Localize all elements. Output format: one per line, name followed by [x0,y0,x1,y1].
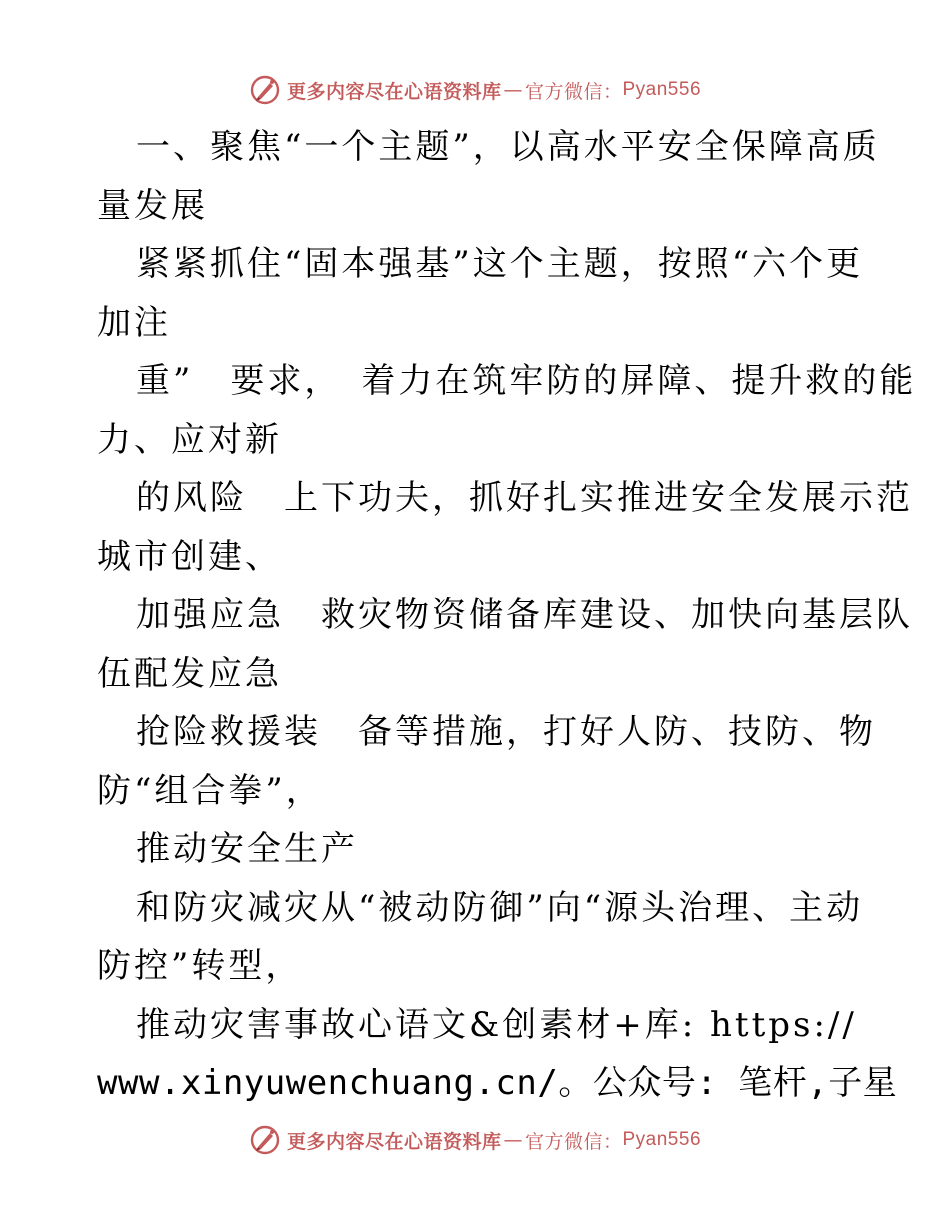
paragraph-line: 加强应急 救灾物资储备库建设、加快向基层队 [136,595,913,635]
article-body [97,118,917,1113]
header-wechat-id: Pyan556 [622,79,702,100]
quill-pen-logo-icon [249,1124,281,1156]
header-wechat-label: 官方微信： [524,80,623,103]
paragraph-line: 和防灾减灾从“被动防御”向“源头治理、主动 [136,887,864,928]
quill-pen-logo-icon [249,74,281,106]
header-watermark [0,70,950,110]
footer-wechat-label: 官方微信： [524,1130,623,1153]
heading-line-2: 量发展 [97,185,208,226]
paragraph-line: 紧紧抓住“固本强基”这个主题，按照“六个更 [136,244,864,284]
paragraph-line: 抢险救援装 备等措施，打好人防、技防、物 [136,712,876,752]
paragraph-line: 推动安全生产 [136,829,358,869]
heading-line-1: 一、聚焦“一个主题”，以高水平安全保障高质 [136,127,880,167]
url-line: www.xinyuwenchuang.cn/。公众号: 笔杆,子星 [97,1063,898,1103]
paragraph-line: 城市创建、 [97,536,282,577]
paragraph-line: 的风险 上下功夫，抓好扎实推进安全发展示范 [136,478,913,518]
paragraph-line: 防“组合拳”， [97,770,323,811]
header-site-text: 更多内容尽在心语资料库 [286,80,502,103]
footer-separator: — [503,1129,523,1151]
paragraph-line: 力、应对新 [97,419,282,460]
paragraph-line: 防控”转型， [97,946,303,986]
footer-wechat-id: Pyan556 [622,1129,702,1150]
header-separator: — [503,79,523,101]
paragraph-line: 加注 [97,302,171,343]
paragraph-line: 重” 要求， 着力在筑牢防的屏障、提升救的能 [136,361,917,401]
footer-watermark [0,1120,950,1160]
footer-site-text: 更多内容尽在心语资料库 [286,1130,502,1153]
paragraph-line: 推动灾害事故心语文&创素材+库: https:// [136,1004,857,1045]
paragraph-line: 伍配发应急 [97,653,282,694]
